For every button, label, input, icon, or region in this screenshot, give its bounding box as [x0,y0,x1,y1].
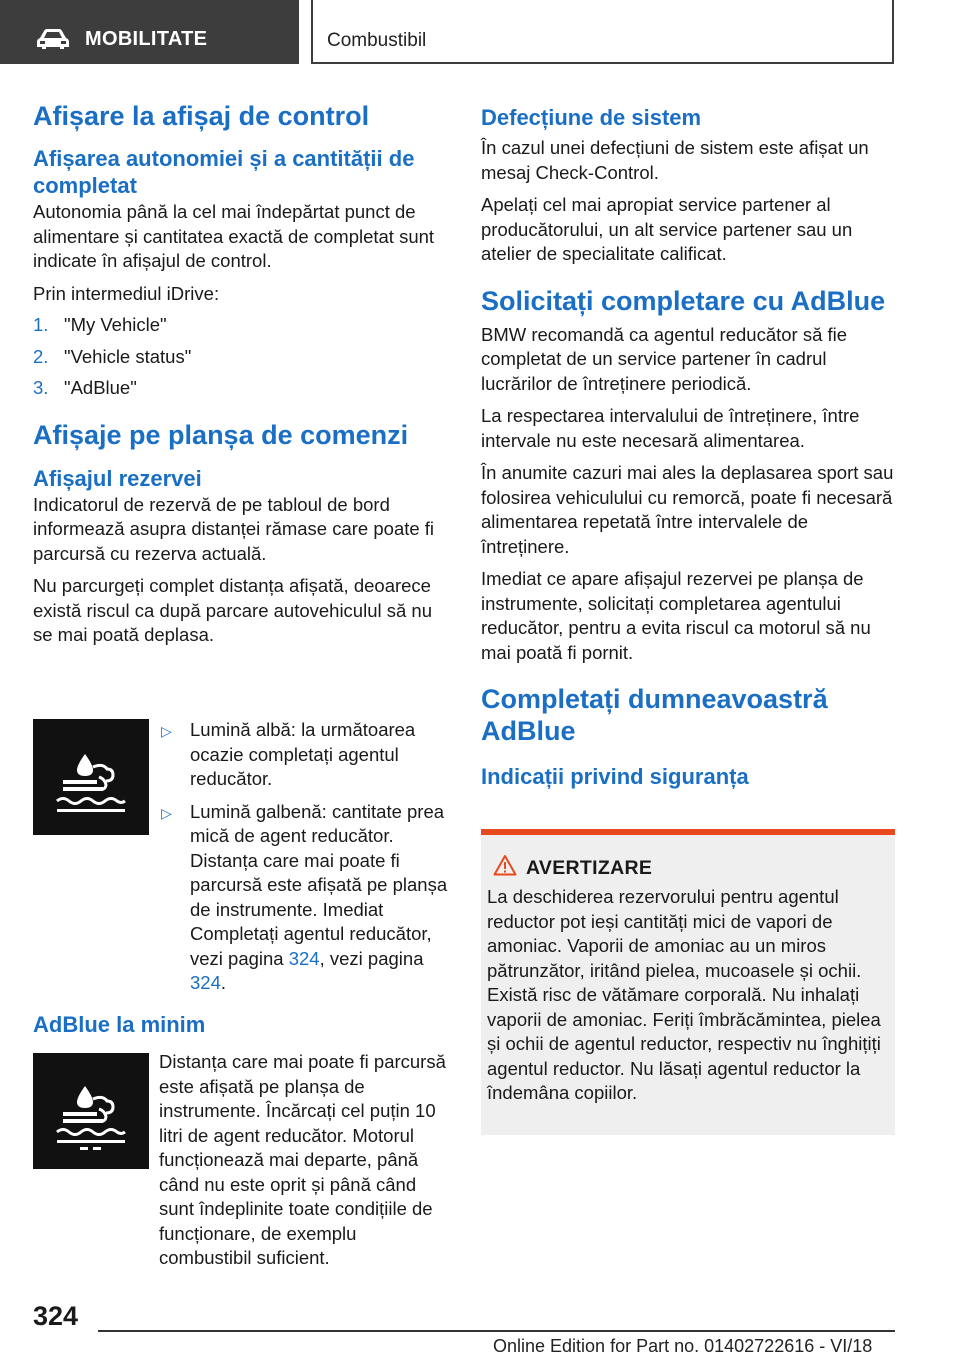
chapter-tab[interactable] [311,0,894,64]
heading-autonomy: Afișarea autonomiei și a cantității de completat [33,146,415,198]
page-link[interactable]: 324 [190,972,221,993]
warning-box [481,829,895,1135]
step-number: 2. [33,345,49,367]
bullet-triangle-icon: ▷ [161,723,172,739]
heading-self-refill: Completați dumneavoastră AdBlue [481,684,828,746]
warning-text: La deschiderea rezervorului pentru agentul reductor pot ieși cantități mici de vapori de amoniac. Vaporii de amoniac au un miros pătrunzător, iritând pielea, mucoasele și ochii. Există risc de vătămare corporală. Nu inhalați vaporii de amoniac. Feriți îmbrăcămintea, pielea și ochii de agentul reductor, respectiv nu înghițiți agentul reductor. Nu lăsați agentul reductor la îndemâna copiilor. [487,886,881,1103]
bullet-text: Lumină galbenă: cantitate prea mică de agent reducător. Distanța care mai poate fi parcursă este afișată pe planșa de instrumente. Imediat Completați agentul reducător, vezi pagina [190,800,448,969]
heading-minimum: AdBlue la minim [33,1012,206,1037]
step-text: "Vehicle status" [64,345,192,367]
heading-fault: Defecțiune de sistem [481,105,702,130]
edition-note: Online Edition for Part no. 01402722616 - VI/18 [493,1336,873,1356]
list-item [33,376,449,401]
heading-display: Afișare la afișaj de control [33,101,370,131]
paragraph-reserve-2: Nu parcurgeți complet distanța afișată, deoarece există riscul ca după parcare autovehiculul să nu se mai poată deplasa. [33,575,433,645]
heading-reserve: Afișajul rezervei [33,465,202,491]
bullet-text: , vezi pagina [319,947,424,969]
list-item [33,313,449,338]
car-icon [36,28,70,50]
left-column [33,100,449,648]
section-tab[interactable] [0,0,299,64]
warning-triangle-icon [493,854,517,876]
adblue-minimum-icon [33,1053,149,1169]
section-title: MOBILITATE [85,28,208,50]
heading-request: Solicitați completare cu AdBlue [481,285,886,316]
paragraph-idrive: Prin intermediul iDrive: [33,282,220,304]
step-text: "AdBlue" [64,377,137,398]
step-number: 1. [33,314,49,335]
paragraph-autonomy: Autonomia până la cel mai îndepărtat punct de alimentare și cantitatea exactă de completat sunt indicate în afișajul de control. [33,201,435,271]
warning-bar [481,829,895,835]
step-text: "My Vehicle" [64,314,167,335]
paragraph-minimum: Distanța care mai poate fi parcursă este afișată pe planșa de instrumente. Încărcați cel puțin 10 litri de agent reducător. Motorul funcționează mai departe, până când nu este oprit și până când sunt îndeplinite toate condițiile de funcționare, de exemplu combustibil suficient. [159,1051,446,1268]
list-item [159,800,451,996]
footer-rule [98,1330,895,1332]
adblue-reserve-icon [33,719,149,835]
paragraph-request-2: La respectarea intervalului de întreținere, între intervale nu este necesară alimentarea. [481,405,860,451]
minimum-text-wrap [159,1050,451,1271]
paragraph-request-3: În anumite cazuri mai ales la deplasarea sport sau folosirea vehiculului cu remorcă, poate fi necesară alimentarea repetată între intervalele de întreținere. [481,462,894,557]
paragraph-fault-1: În cazul unei defecțiuni de sistem este afișat un mesaj Check-Control. [481,137,869,183]
list-item [33,345,449,370]
steps-list [33,313,449,401]
bullet-text: . [220,972,227,993]
heading-safety: Indicații privind siguranța [481,764,749,789]
reserve-bullets [159,718,451,996]
right-column [481,104,897,790]
chapter-title: Combustibil [327,30,427,51]
heading-cluster: Afișaje pe planșa de comenzi [33,419,409,450]
bullet-text: Lumină albă: la următoarea ocazie completați agentul reducător. [190,719,416,789]
paragraph-request-1: BMW recomandă ca agentul reducător să fie completat de un service partener în cadrul lucrărilor de întreținere periodică. [481,323,848,394]
paragraph-request-4: Imediat ce apare afișajul rezervei pe planșa de instrumente, solicitați completarea agentului reducător, pentru a evita riscul ca motorul să nu mai poată fi pornit. [481,568,871,663]
step-number: 3. [33,377,49,398]
paragraph-fault-2: Apelați cel mai apropiat service partener al producătorului, un alt service partener sau un atelier de specialitate calificat. [481,194,853,264]
page-link[interactable]: 324 [288,947,320,969]
list-item [159,718,451,792]
bullet-triangle-icon: ▷ [161,804,172,821]
page-number: 324 [33,1301,79,1331]
paragraph-reserve-1: Indicatorul de rezervă de pe tabloul de bord informează asupra distanței rămase care poate fi parcursă cu rezerva actuală. [33,493,435,564]
warning-title: AVERTIZARE [526,857,653,879]
